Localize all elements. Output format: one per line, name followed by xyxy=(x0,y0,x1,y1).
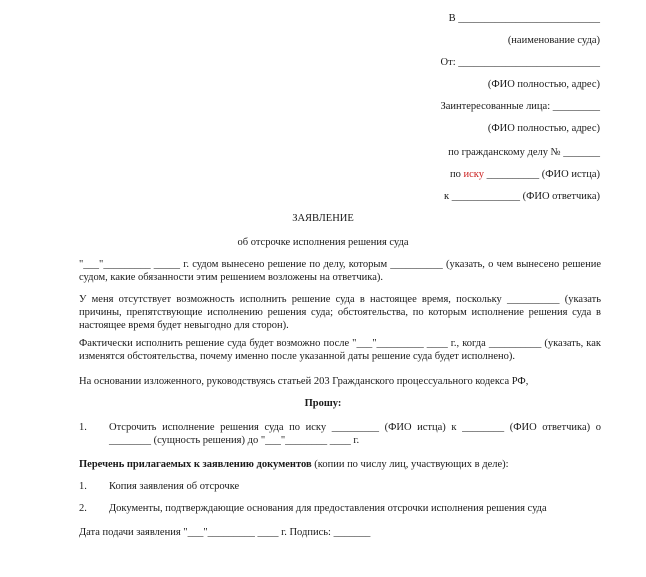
document-subtitle: об отсрочке исполнения решения суда xyxy=(237,237,409,248)
request-number: 1. xyxy=(79,422,87,433)
paragraph-legal-basis: На основании изложенного, руководствуясь статьей 203 Гражданского процессуального кодекса РФ, xyxy=(79,376,529,387)
court-hint: (наименование суда) xyxy=(507,35,600,46)
applicant-line: От: ___________________________ xyxy=(440,57,600,68)
claim-prefix: по xyxy=(450,169,464,180)
document-title: ЗАЯВЛЕНИЕ xyxy=(292,213,354,224)
interested-line: Заинтересованные лица: _________ xyxy=(440,101,600,112)
attachment-item: Копия заявления об отсрочке xyxy=(109,481,240,492)
defendant-line: к _____________ (ФИО ответчика) xyxy=(443,191,600,202)
applicant-hint: (ФИО полностью, адрес) xyxy=(487,79,600,90)
claim-suffix: __________ (ФИО истца) xyxy=(484,169,600,180)
court-line: В ___________________________ xyxy=(448,13,600,24)
attachments-heading xyxy=(79,458,601,471)
claim-line xyxy=(450,168,600,181)
request-heading xyxy=(0,397,646,410)
interested-hint: (ФИО полностью, адрес) xyxy=(487,123,600,134)
attachments-heading-rest: (копии по числу лиц, участвующих в деле): xyxy=(311,459,509,470)
paragraph-reasons: У меня отсутствует возможность исполнить решение суда в настоящее время, поскольку __________ (указать причины, препятствующие исполнению решения суда; обстоятельства, по которым исполнение решения суда в настоящее время будет невыгодно для сторон). xyxy=(79,294,601,331)
request-heading-text: Прошу: xyxy=(304,398,342,409)
claim-word: иску xyxy=(463,169,485,180)
paragraph-deferral-date: Фактически исполнить решение суда будет возможно после "___"_________ ____ г., когда __________ (указать, как изменятся обстоятельства, почему именно после указанной даты решение суда будет исполнено). xyxy=(79,338,601,362)
request-text: Отсрочить исполнение решения суда по иску _________ (ФИО истца) к ________ (ФИО ответчика) о ________ (сущность решения) до "___"________ ____ г. xyxy=(109,422,601,446)
attachment-number: 1. xyxy=(79,481,87,492)
attachment-number: 2. xyxy=(79,503,87,514)
paragraph-decision: "___"_________ _____ г. судом вынесено решение по делу, которым __________ (указать, о чем вынесено решение судом, какие обязанности этим решением возложены на ответчика). xyxy=(79,259,601,283)
attachment-item: Документы, подтверждающие основания для предоставления отсрочки исполнения решения суда xyxy=(109,503,547,514)
attachments-heading-bold: Перечень прилагаемых к заявлению документов xyxy=(79,459,312,470)
case-line: по гражданскому делу № _______ xyxy=(448,147,600,158)
signature-line: Дата подачи заявления "___"_________ ____ г. Подпись: _______ xyxy=(79,527,371,538)
